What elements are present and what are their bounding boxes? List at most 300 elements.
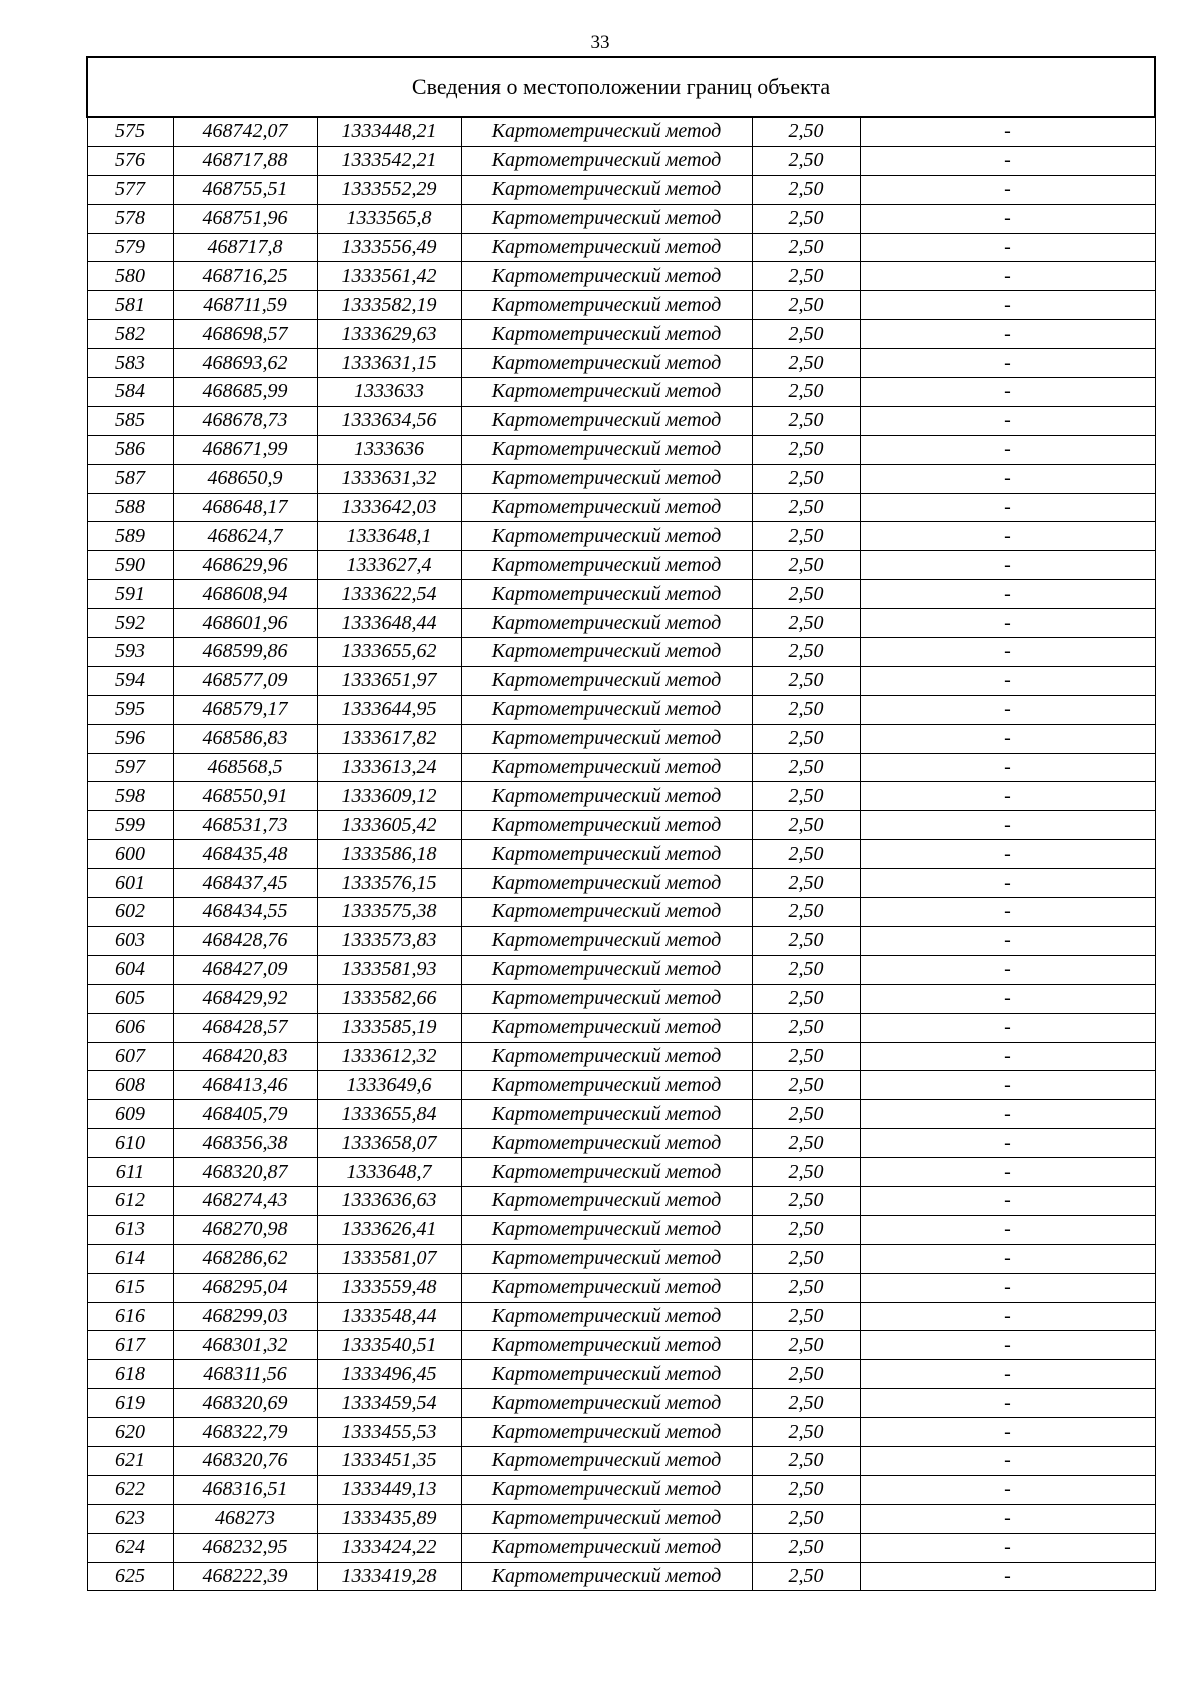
point-number-cell: 593 [87,638,173,667]
method-cell: Картометрический метод [461,522,752,551]
y-coordinate-cell: 1333573,83 [317,926,461,955]
point-number-cell: 596 [87,724,173,753]
accuracy-cell: 2,50 [752,840,860,869]
x-coordinate-cell: 468742,07 [173,117,317,146]
accuracy-cell: 2,50 [752,320,860,349]
method-cell: Картометрический метод [461,753,752,782]
description-cell: - [860,464,1155,493]
table-row [87,753,1155,782]
x-coordinate-cell: 468320,69 [173,1389,317,1418]
accuracy-cell: 2,50 [752,378,860,407]
point-number-cell: 609 [87,1100,173,1129]
description-cell: - [860,1186,1155,1215]
x-coordinate-cell: 468751,96 [173,204,317,233]
x-coordinate-cell: 468550,91 [173,782,317,811]
method-cell: Картометрический метод [461,464,752,493]
description-cell: - [860,1331,1155,1360]
y-coordinate-cell: 1333459,54 [317,1389,461,1418]
accuracy-cell: 2,50 [752,666,860,695]
table-row [87,638,1155,667]
description-cell: - [860,233,1155,262]
description-cell: - [860,349,1155,378]
description-cell: - [860,869,1155,898]
method-cell: Картометрический метод [461,1071,752,1100]
table-row [87,811,1155,840]
table-row [87,493,1155,522]
y-coordinate-cell: 1333451,35 [317,1446,461,1475]
table-row [87,1504,1155,1533]
method-cell: Картометрический метод [461,204,752,233]
y-coordinate-cell: 1333631,15 [317,349,461,378]
description-cell: - [860,1389,1155,1418]
y-coordinate-cell: 1333581,07 [317,1244,461,1273]
accuracy-cell: 2,50 [752,435,860,464]
method-cell: Картометрический метод [461,1504,752,1533]
accuracy-cell: 2,50 [752,1129,860,1158]
method-cell: Картометрический метод [461,1302,752,1331]
point-number-cell: 581 [87,291,173,320]
method-cell: Картометрический метод [461,1042,752,1071]
description-cell: - [860,753,1155,782]
y-coordinate-cell: 1333642,03 [317,493,461,522]
x-coordinate-cell: 468678,73 [173,406,317,435]
table-row [87,869,1155,898]
table-row [87,580,1155,609]
point-number-cell: 588 [87,493,173,522]
x-coordinate-cell: 468650,9 [173,464,317,493]
y-coordinate-cell: 1333586,18 [317,840,461,869]
method-cell: Картометрический метод [461,840,752,869]
accuracy-cell: 2,50 [752,1244,860,1273]
accuracy-cell: 2,50 [752,955,860,984]
x-coordinate-cell: 468693,62 [173,349,317,378]
description-cell: - [860,1158,1155,1187]
y-coordinate-cell: 1333649,6 [317,1071,461,1100]
x-coordinate-cell: 468232,95 [173,1533,317,1562]
point-number-cell: 621 [87,1446,173,1475]
method-cell: Картометрический метод [461,1360,752,1389]
table-row [87,117,1155,146]
table-row [87,955,1155,984]
accuracy-cell: 2,50 [752,811,860,840]
description-cell: - [860,1100,1155,1129]
method-cell: Картометрический метод [461,1244,752,1273]
point-number-cell: 601 [87,869,173,898]
x-coordinate-cell: 468434,55 [173,898,317,927]
point-number-cell: 595 [87,695,173,724]
description-cell: - [860,551,1155,580]
accuracy-cell: 2,50 [752,1042,860,1071]
point-number-cell: 613 [87,1215,173,1244]
method-cell: Картометрический метод [461,435,752,464]
accuracy-cell: 2,50 [752,926,860,955]
method-cell: Картометрический метод [461,955,752,984]
x-coordinate-cell: 468599,86 [173,638,317,667]
method-cell: Картометрический метод [461,926,752,955]
description-cell: - [860,1244,1155,1273]
description-cell: - [860,117,1155,146]
method-cell: Картометрический метод [461,117,752,146]
point-number-cell: 625 [87,1562,173,1591]
method-cell: Картометрический метод [461,493,752,522]
y-coordinate-cell: 1333626,41 [317,1215,461,1244]
y-coordinate-cell: 1333552,29 [317,175,461,204]
x-coordinate-cell: 468405,79 [173,1100,317,1129]
accuracy-cell: 2,50 [752,1533,860,1562]
method-cell: Картометрический метод [461,638,752,667]
x-coordinate-cell: 468717,8 [173,233,317,262]
point-number-cell: 608 [87,1071,173,1100]
point-number-cell: 624 [87,1533,173,1562]
description-cell: - [860,1071,1155,1100]
accuracy-cell: 2,50 [752,1071,860,1100]
description-cell: - [860,1302,1155,1331]
table-row [87,233,1155,262]
table-row [87,1186,1155,1215]
point-number-cell: 591 [87,580,173,609]
point-number-cell: 614 [87,1244,173,1273]
x-coordinate-cell: 468222,39 [173,1562,317,1591]
point-number-cell: 616 [87,1302,173,1331]
description-cell: - [860,724,1155,753]
y-coordinate-cell: 1333644,95 [317,695,461,724]
point-number-cell: 592 [87,609,173,638]
x-coordinate-cell: 468568,5 [173,753,317,782]
point-number-cell: 611 [87,1158,173,1187]
description-cell: - [860,1562,1155,1591]
x-coordinate-cell: 468295,04 [173,1273,317,1302]
description-cell: - [860,262,1155,291]
table-row [87,551,1155,580]
x-coordinate-cell: 468629,96 [173,551,317,580]
description-cell: - [860,204,1155,233]
method-cell: Картометрический метод [461,175,752,204]
table-body [87,117,1155,1591]
description-cell: - [860,320,1155,349]
x-coordinate-cell: 468648,17 [173,493,317,522]
accuracy-cell: 2,50 [752,724,860,753]
table-row [87,1013,1155,1042]
table-row [87,1302,1155,1331]
page-number: 33 [590,32,610,53]
point-number-cell: 598 [87,782,173,811]
y-coordinate-cell: 1333540,51 [317,1331,461,1360]
method-cell: Картометрический метод [461,551,752,580]
description-cell: - [860,1446,1155,1475]
method-cell: Картометрический метод [461,695,752,724]
accuracy-cell: 2,50 [752,204,860,233]
x-coordinate-cell: 468428,57 [173,1013,317,1042]
y-coordinate-cell: 1333648,1 [317,522,461,551]
table-row [87,320,1155,349]
point-number-cell: 600 [87,840,173,869]
table-row [87,926,1155,955]
description-cell: - [860,666,1155,695]
table-row [87,406,1155,435]
description-cell: - [860,1273,1155,1302]
description-cell: - [860,522,1155,551]
x-coordinate-cell: 468428,76 [173,926,317,955]
x-coordinate-cell: 468316,51 [173,1475,317,1504]
y-coordinate-cell: 1333556,49 [317,233,461,262]
x-coordinate-cell: 468270,98 [173,1215,317,1244]
y-coordinate-cell: 1333424,22 [317,1533,461,1562]
description-cell: - [860,695,1155,724]
point-number-cell: 623 [87,1504,173,1533]
accuracy-cell: 2,50 [752,406,860,435]
table-row [87,522,1155,551]
description-cell: - [860,493,1155,522]
method-cell: Картометрический метод [461,1331,752,1360]
y-coordinate-cell: 1333609,12 [317,782,461,811]
y-coordinate-cell: 1333617,82 [317,724,461,753]
method-cell: Картометрический метод [461,378,752,407]
method-cell: Картометрический метод [461,146,752,175]
point-number-cell: 582 [87,320,173,349]
method-cell: Картометрический метод [461,1533,752,1562]
y-coordinate-cell: 1333559,48 [317,1273,461,1302]
method-cell: Картометрический метод [461,1562,752,1591]
x-coordinate-cell: 468601,96 [173,609,317,638]
y-coordinate-cell: 1333565,8 [317,204,461,233]
accuracy-cell: 2,50 [752,493,860,522]
method-cell: Картометрический метод [461,291,752,320]
point-number-cell: 594 [87,666,173,695]
x-coordinate-cell: 468299,03 [173,1302,317,1331]
table-row [87,1215,1155,1244]
y-coordinate-cell: 1333582,66 [317,984,461,1013]
description-cell: - [860,1418,1155,1447]
table-row [87,1042,1155,1071]
x-coordinate-cell: 468311,56 [173,1360,317,1389]
point-number-cell: 603 [87,926,173,955]
y-coordinate-cell: 1333576,15 [317,869,461,898]
accuracy-cell: 2,50 [752,753,860,782]
description-cell: - [860,1475,1155,1504]
accuracy-cell: 2,50 [752,262,860,291]
method-cell: Картометрический метод [461,1129,752,1158]
point-number-cell: 590 [87,551,173,580]
table-row [87,1475,1155,1504]
table-row [87,262,1155,291]
table-row [87,898,1155,927]
accuracy-cell: 2,50 [752,1562,860,1591]
table-row [87,840,1155,869]
point-number-cell: 578 [87,204,173,233]
point-number-cell: 620 [87,1418,173,1447]
point-number-cell: 605 [87,984,173,1013]
method-cell: Картометрический метод [461,1100,752,1129]
x-coordinate-cell: 468671,99 [173,435,317,464]
description-cell: - [860,1360,1155,1389]
accuracy-cell: 2,50 [752,146,860,175]
method-cell: Картометрический метод [461,320,752,349]
x-coordinate-cell: 468624,7 [173,522,317,551]
description-cell: - [860,146,1155,175]
accuracy-cell: 2,50 [752,695,860,724]
y-coordinate-cell: 1333651,97 [317,666,461,695]
accuracy-cell: 2,50 [752,1360,860,1389]
table-row [87,666,1155,695]
description-cell: - [860,955,1155,984]
boundary-table-container [86,56,1154,1591]
table-row [87,1158,1155,1187]
method-cell: Картометрический метод [461,782,752,811]
y-coordinate-cell: 1333648,7 [317,1158,461,1187]
description-cell: - [860,580,1155,609]
y-coordinate-cell: 1333658,07 [317,1129,461,1158]
method-cell: Картометрический метод [461,1389,752,1418]
description-cell: - [860,898,1155,927]
y-coordinate-cell: 1333561,42 [317,262,461,291]
x-coordinate-cell: 468356,38 [173,1129,317,1158]
point-number-cell: 583 [87,349,173,378]
x-coordinate-cell: 468698,57 [173,320,317,349]
table-row [87,1129,1155,1158]
table-row [87,1562,1155,1591]
point-number-cell: 617 [87,1331,173,1360]
y-coordinate-cell: 1333449,13 [317,1475,461,1504]
accuracy-cell: 2,50 [752,1446,860,1475]
description-cell: - [860,291,1155,320]
table-row [87,1389,1155,1418]
y-coordinate-cell: 1333631,32 [317,464,461,493]
description-cell: - [860,782,1155,811]
x-coordinate-cell: 468717,88 [173,146,317,175]
point-number-cell: 619 [87,1389,173,1418]
description-cell: - [860,811,1155,840]
table-row [87,695,1155,724]
y-coordinate-cell: 1333629,63 [317,320,461,349]
table-title: Сведения о местоположении границ объекта [87,57,1155,117]
point-number-cell: 615 [87,1273,173,1302]
y-coordinate-cell: 1333636,63 [317,1186,461,1215]
point-number-cell: 602 [87,898,173,927]
description-cell: - [860,1533,1155,1562]
description-cell: - [860,984,1155,1013]
y-coordinate-cell: 1333542,21 [317,146,461,175]
method-cell: Картометрический метод [461,1418,752,1447]
table-row [87,175,1155,204]
y-coordinate-cell: 1333634,56 [317,406,461,435]
point-number-cell: 580 [87,262,173,291]
y-coordinate-cell: 1333612,32 [317,1042,461,1071]
x-coordinate-cell: 468685,99 [173,378,317,407]
x-coordinate-cell: 468716,25 [173,262,317,291]
point-number-cell: 597 [87,753,173,782]
y-coordinate-cell: 1333655,84 [317,1100,461,1129]
description-cell: - [860,926,1155,955]
point-number-cell: 604 [87,955,173,984]
accuracy-cell: 2,50 [752,1331,860,1360]
x-coordinate-cell: 468320,87 [173,1158,317,1187]
accuracy-cell: 2,50 [752,609,860,638]
method-cell: Картометрический метод [461,262,752,291]
table-row [87,204,1155,233]
accuracy-cell: 2,50 [752,291,860,320]
table-row [87,1100,1155,1129]
accuracy-cell: 2,50 [752,1302,860,1331]
point-number-cell: 577 [87,175,173,204]
accuracy-cell: 2,50 [752,1418,860,1447]
y-coordinate-cell: 1333605,42 [317,811,461,840]
description-cell: - [860,638,1155,667]
x-coordinate-cell: 468437,45 [173,869,317,898]
method-cell: Картометрический метод [461,869,752,898]
point-number-cell: 612 [87,1186,173,1215]
accuracy-cell: 2,50 [752,1215,860,1244]
accuracy-cell: 2,50 [752,1273,860,1302]
x-coordinate-cell: 468413,46 [173,1071,317,1100]
accuracy-cell: 2,50 [752,551,860,580]
accuracy-cell: 2,50 [752,1389,860,1418]
x-coordinate-cell: 468301,32 [173,1331,317,1360]
description-cell: - [860,840,1155,869]
accuracy-cell: 2,50 [752,1504,860,1533]
x-coordinate-cell: 468755,51 [173,175,317,204]
y-coordinate-cell: 1333636 [317,435,461,464]
accuracy-cell: 2,50 [752,1100,860,1129]
point-number-cell: 618 [87,1360,173,1389]
table-row [87,1273,1155,1302]
y-coordinate-cell: 1333582,19 [317,291,461,320]
table-row [87,1360,1155,1389]
description-cell: - [860,435,1155,464]
point-number-cell: 599 [87,811,173,840]
y-coordinate-cell: 1333627,4 [317,551,461,580]
y-coordinate-cell: 1333648,44 [317,609,461,638]
x-coordinate-cell: 468427,09 [173,955,317,984]
table-row [87,1418,1155,1447]
method-cell: Картометрический метод [461,1475,752,1504]
method-cell: Картометрический метод [461,1013,752,1042]
description-cell: - [860,1504,1155,1533]
x-coordinate-cell: 468320,76 [173,1446,317,1475]
accuracy-cell: 2,50 [752,117,860,146]
accuracy-cell: 2,50 [752,464,860,493]
method-cell: Картометрический метод [461,349,752,378]
x-coordinate-cell: 468531,73 [173,811,317,840]
x-coordinate-cell: 468586,83 [173,724,317,753]
point-number-cell: 610 [87,1129,173,1158]
method-cell: Картометрический метод [461,666,752,695]
table-row [87,609,1155,638]
point-number-cell: 607 [87,1042,173,1071]
y-coordinate-cell: 1333448,21 [317,117,461,146]
method-cell: Картометрический метод [461,1158,752,1187]
x-coordinate-cell: 468577,09 [173,666,317,695]
description-cell: - [860,1042,1155,1071]
description-cell: - [860,378,1155,407]
table-row [87,146,1155,175]
description-cell: - [860,406,1155,435]
method-cell: Картометрический метод [461,1446,752,1475]
method-cell: Картометрический метод [461,984,752,1013]
method-cell: Картометрический метод [461,609,752,638]
table-row [87,435,1155,464]
point-number-cell: 606 [87,1013,173,1042]
accuracy-cell: 2,50 [752,233,860,262]
accuracy-cell: 2,50 [752,898,860,927]
accuracy-cell: 2,50 [752,1475,860,1504]
method-cell: Картометрический метод [461,1273,752,1302]
x-coordinate-cell: 468322,79 [173,1418,317,1447]
description-cell: - [860,1215,1155,1244]
point-number-cell: 587 [87,464,173,493]
point-number-cell: 575 [87,117,173,146]
x-coordinate-cell: 468420,83 [173,1042,317,1071]
method-cell: Картометрический метод [461,1186,752,1215]
